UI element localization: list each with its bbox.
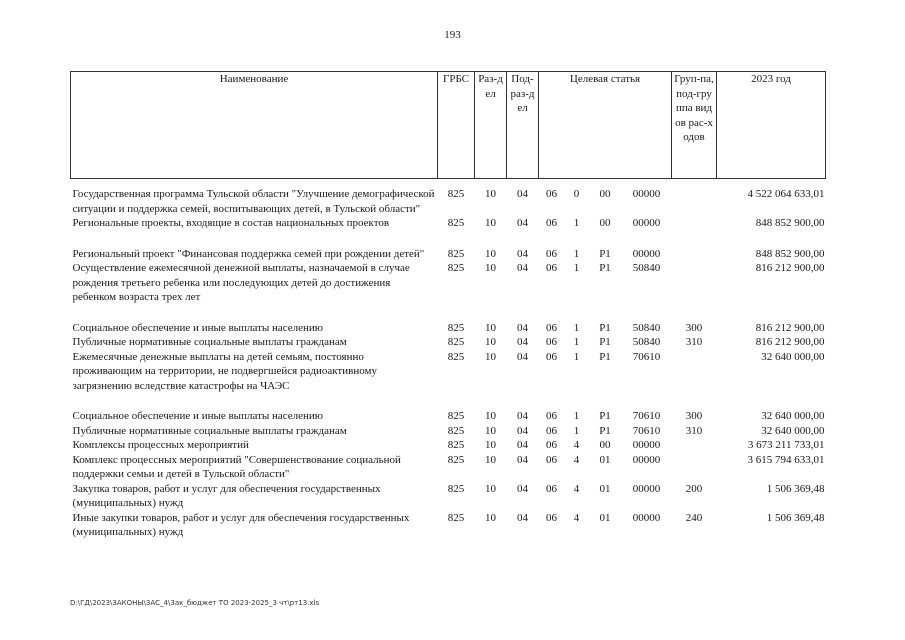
row-target-subprogram: 1 [573, 321, 580, 334]
row-podrazdel: 04 [517, 217, 528, 229]
row-expense-group [672, 350, 717, 410]
row-expense-group: 310 [685, 424, 703, 437]
row-target-direction: 00000 [632, 482, 661, 495]
row-target-event: 01 [599, 511, 611, 524]
row-target-program: 06 [546, 262, 557, 274]
header-podrazdel: Под-раз-дел [507, 72, 539, 179]
row-target-direction: 00000 [632, 511, 661, 524]
row-name: Закупка товаров, работ и услуг для обеспечения государственных (муниципальных) нужд [72, 482, 381, 509]
row-amount: 32 640 000,00 [761, 410, 825, 422]
row-expense-group: 300 [685, 321, 703, 334]
row-target-program: 06 [546, 482, 557, 495]
row-name: Региональные проекты, входящие в состав национальных проектов [72, 217, 390, 229]
row-target-event: P1 [599, 262, 611, 274]
row-target-direction: 50840 [632, 336, 661, 348]
row-amount: 32 640 000,00 [761, 350, 825, 363]
row-target-program: 06 [546, 217, 557, 229]
row-target-program: 06 [546, 424, 557, 437]
row-amount: 1 506 369,48 [766, 511, 825, 524]
row-target-subprogram: 4 [573, 439, 580, 451]
row-grbs: 825 [447, 262, 465, 274]
row-grbs: 825 [447, 188, 465, 200]
row-grbs: 825 [447, 439, 465, 451]
row-target-event: P1 [599, 321, 611, 334]
row-target-subprogram: 1 [573, 424, 580, 437]
row-razdel: 10 [485, 217, 496, 229]
row-name: Иные закупки товаров, работ и услуг для обеспечения государственных (муниципальных) нужд [72, 511, 410, 538]
table-row [71, 409, 826, 424]
row-target-subprogram: 4 [573, 511, 580, 524]
row-target-subprogram: 1 [573, 247, 580, 260]
table-row [71, 350, 826, 410]
row-target-subprogram: 1 [573, 262, 580, 274]
row-podrazdel: 04 [517, 247, 528, 260]
row-target-program: 06 [546, 511, 557, 524]
table-row [71, 453, 826, 482]
header-target: Целевая статья [539, 72, 672, 179]
row-name: Государственная программа Тульской области "Улучшение демографической ситуации и поддержка семей, воспитывающих детей, в Тульской области" [72, 188, 435, 215]
row-razdel: 10 [485, 350, 496, 363]
row-amount: 4 522 064 633,01 [747, 188, 825, 200]
row-razdel: 10 [485, 262, 496, 274]
row-expense-group [672, 453, 717, 482]
header-razdel: Раз-дел [475, 72, 507, 179]
row-target-subprogram: 4 [573, 453, 580, 466]
row-razdel: 10 [485, 247, 496, 260]
row-target-program: 06 [546, 350, 557, 363]
row-amount: 848 852 900,00 [755, 217, 825, 229]
row-amount: 1 506 369,48 [766, 482, 825, 495]
row-podrazdel: 04 [517, 453, 528, 466]
row-target-subprogram: 1 [573, 217, 580, 229]
row-expense-group [672, 438, 717, 453]
row-name: Публичные нормативные социальные выплаты гражданам [72, 336, 347, 348]
row-target-subprogram: 0 [573, 188, 580, 200]
table-row [71, 187, 826, 216]
row-podrazdel: 04 [517, 424, 528, 437]
row-amount: 816 212 900,00 [755, 321, 825, 334]
row-podrazdel: 04 [517, 262, 528, 274]
row-expense-group: 200 [685, 482, 703, 495]
table-row [71, 216, 826, 247]
row-target-event: P1 [599, 424, 611, 437]
header-name: Наименование [71, 72, 438, 179]
row-podrazdel: 04 [517, 511, 528, 524]
table-row [71, 438, 826, 453]
table-row [71, 424, 826, 439]
row-target-program: 06 [546, 336, 557, 348]
row-target-subprogram: 4 [573, 482, 580, 495]
row-razdel: 10 [485, 482, 496, 495]
row-name: Публичные нормативные социальные выплаты гражданам [72, 424, 347, 437]
row-razdel: 10 [485, 336, 496, 348]
table-row [71, 247, 826, 262]
row-name: Региональный проект "Финансовая поддержка семей при рождении детей" [72, 247, 425, 260]
row-target-event: P1 [599, 410, 611, 422]
header-group: Груп-па, под-группа видов рас-ходов [672, 72, 717, 179]
row-target-subprogram: 1 [573, 336, 580, 348]
row-grbs: 825 [447, 336, 465, 348]
row-expense-group: 240 [685, 511, 703, 524]
row-target-direction: 70610 [632, 410, 661, 422]
row-target-direction: 00000 [632, 453, 661, 466]
budget-table [70, 71, 826, 540]
row-amount: 848 852 900,00 [755, 247, 825, 260]
row-podrazdel: 04 [517, 350, 528, 363]
row-razdel: 10 [485, 439, 496, 451]
row-razdel: 10 [485, 188, 496, 200]
row-podrazdel: 04 [517, 410, 528, 422]
row-amount: 3 673 211 733,01 [747, 439, 825, 451]
row-razdel: 10 [485, 453, 496, 466]
row-target-subprogram: 1 [573, 350, 580, 363]
row-amount: 816 212 900,00 [755, 336, 825, 348]
table-body [71, 187, 826, 540]
header-year: 2023 год [717, 72, 826, 179]
row-target-subprogram: 1 [573, 410, 580, 422]
row-target-direction: 00000 [632, 439, 661, 451]
row-expense-group [672, 247, 717, 262]
row-grbs: 825 [447, 321, 465, 334]
row-target-direction: 70610 [632, 424, 661, 437]
row-grbs: 825 [447, 511, 465, 524]
row-target-direction: 50840 [632, 321, 661, 334]
row-name: Ежемесячные денежные выплаты на детей семьям, постоянно проживающим на территории, не подвергшейся радиоактивному загрязнению вследствие катастрофы на ЧАЭС [72, 350, 377, 392]
row-expense-group [672, 187, 717, 216]
row-grbs: 825 [447, 410, 465, 422]
row-expense-group: 300 [685, 410, 703, 422]
row-target-program: 06 [546, 410, 557, 422]
row-target-direction: 00000 [632, 217, 661, 229]
row-grbs: 825 [447, 453, 465, 466]
row-target-direction: 70610 [632, 350, 661, 363]
row-podrazdel: 04 [517, 482, 528, 495]
row-podrazdel: 04 [517, 188, 528, 200]
row-expense-group [672, 261, 717, 321]
row-name: Комплекс процессных мероприятий "Совершенствование социальной поддержки семьи и детей в Тульской области" [72, 453, 401, 480]
row-podrazdel: 04 [517, 439, 528, 451]
page-number: 193 [444, 29, 461, 41]
row-expense-group: 310 [685, 336, 703, 348]
row-target-program: 06 [546, 453, 557, 466]
row-grbs: 825 [447, 350, 465, 363]
table-row [71, 335, 826, 350]
row-target-event: 01 [599, 482, 611, 495]
row-amount: 816 212 900,00 [755, 262, 825, 274]
row-razdel: 10 [485, 410, 496, 422]
row-grbs: 825 [447, 247, 465, 260]
header-grbs: ГРБС [438, 72, 475, 179]
row-podrazdel: 04 [517, 321, 528, 334]
row-target-program: 06 [546, 247, 557, 260]
row-amount: 32 640 000,00 [761, 424, 825, 437]
row-target-direction: 50840 [632, 262, 661, 274]
row-razdel: 10 [485, 321, 496, 334]
row-target-event: 00 [599, 188, 611, 200]
row-target-program: 06 [546, 188, 557, 200]
row-grbs: 825 [447, 217, 465, 229]
row-target-event: P1 [599, 350, 611, 363]
row-razdel: 10 [485, 424, 496, 437]
row-name: Осуществление ежемесячной денежной выплаты, назначаемой в случае рождения третьего ребенка или последующих детей до достижения ребенком возраста трех лет [72, 262, 410, 303]
row-expense-group [672, 216, 717, 247]
row-podrazdel: 04 [517, 336, 528, 348]
row-target-event: P1 [599, 336, 611, 348]
row-name: Социальное обеспечение и иные выплаты населению [72, 410, 324, 422]
row-grbs: 825 [447, 482, 465, 495]
row-target-direction: 00000 [632, 188, 661, 200]
row-target-direction: 00000 [632, 247, 661, 260]
row-target-event: 01 [599, 453, 611, 466]
table-row [71, 321, 826, 336]
footer-file-path: D:\ГД\2023\ЗАКОНЫ\3АС_4\3ак_бюджет ТО 2023-2025_3 чт\рт13.xls [70, 599, 320, 607]
row-target-event: 00 [599, 217, 611, 229]
row-grbs: 825 [447, 424, 465, 437]
table-row [71, 261, 826, 321]
row-amount: 3 615 794 633,01 [747, 453, 825, 466]
row-razdel: 10 [485, 511, 496, 524]
row-target-program: 06 [546, 321, 557, 334]
row-target-event: P1 [599, 247, 611, 260]
table-row [71, 511, 826, 540]
row-target-event: 00 [599, 439, 611, 451]
table-header-row [71, 72, 826, 179]
row-target-program: 06 [546, 439, 557, 451]
row-name: Комплексы процессных мероприятий [72, 439, 249, 451]
row-name: Социальное обеспечение и иные выплаты населению [72, 321, 324, 334]
table-row [71, 482, 826, 511]
